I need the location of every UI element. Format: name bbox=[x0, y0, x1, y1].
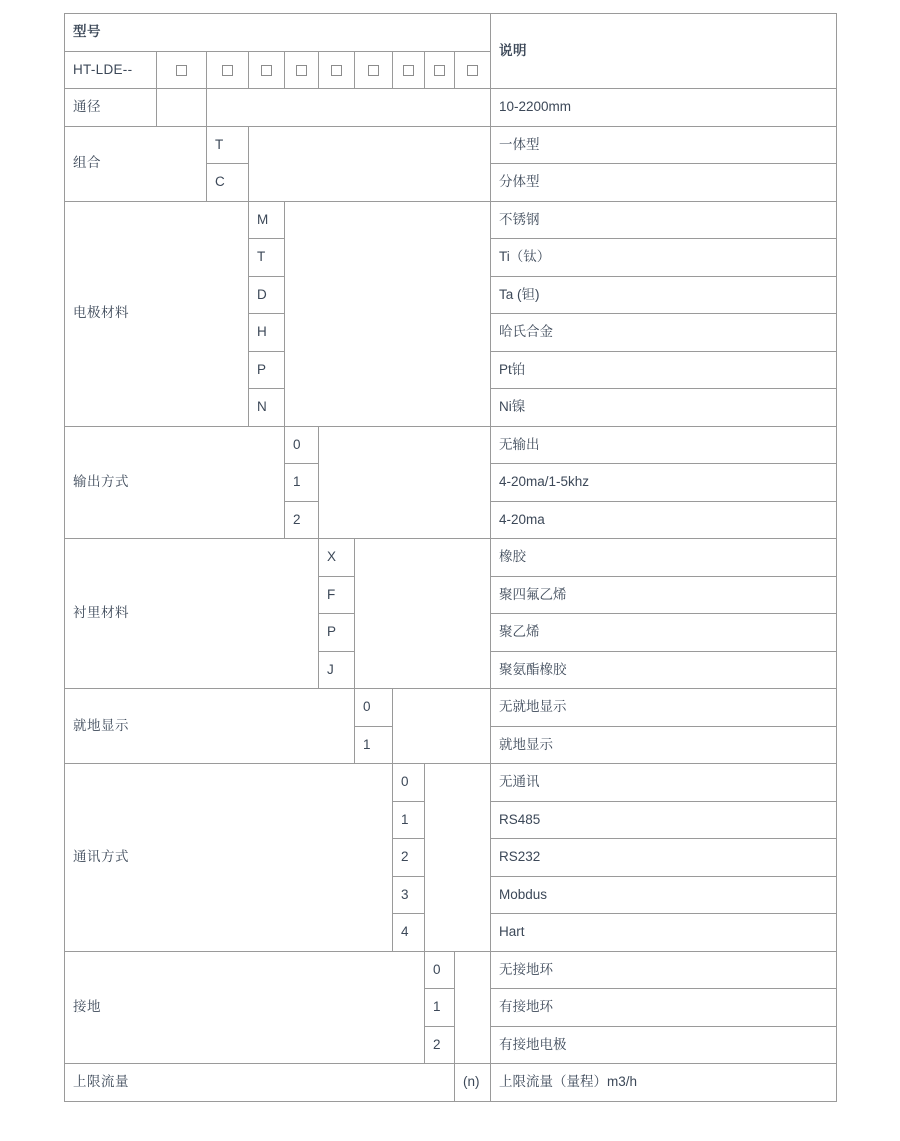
table-row bbox=[65, 764, 837, 802]
table-row bbox=[65, 426, 837, 464]
section-2-code-2[interactable]: C bbox=[207, 164, 249, 202]
table-body bbox=[65, 14, 837, 1102]
section-5-filler bbox=[355, 539, 491, 689]
section-5-code-2[interactable]: F bbox=[319, 576, 355, 614]
section-label-9: 上限流量 bbox=[65, 1064, 455, 1102]
section-label-8: 接地 bbox=[65, 951, 425, 1064]
section-3-description-1: 不锈钢 bbox=[491, 201, 837, 239]
model-code-checkbox-6[interactable] bbox=[355, 51, 393, 89]
section-2-description-2: 分体型 bbox=[491, 164, 837, 202]
section-7-code-2[interactable]: 1 bbox=[393, 801, 425, 839]
section-label-1: 通径 bbox=[65, 89, 157, 127]
section-8-code-1[interactable]: 0 bbox=[425, 951, 455, 989]
section-label-6: 就地显示 bbox=[65, 689, 355, 764]
table-row bbox=[65, 201, 837, 239]
model-code-checkbox-7[interactable] bbox=[393, 51, 425, 89]
section-9-code-1[interactable]: (n) bbox=[455, 1064, 491, 1102]
section-3-filler bbox=[285, 201, 491, 426]
model-prefix-label: HT-LDE-- bbox=[65, 51, 157, 89]
section-label-5: 衬里材料 bbox=[65, 539, 319, 689]
empty-checkbox-icon bbox=[176, 65, 187, 76]
section-1-code-1[interactable] bbox=[157, 89, 207, 127]
section-7-description-4: Mobdus bbox=[491, 876, 837, 914]
model-code-checkbox-8[interactable] bbox=[425, 51, 455, 89]
description-title-header: 说明 bbox=[491, 14, 837, 89]
model-code-checkbox-4[interactable] bbox=[285, 51, 319, 89]
section-4-filler bbox=[319, 426, 491, 539]
header-row-title bbox=[65, 14, 837, 52]
section-3-description-3: Ta (钽) bbox=[491, 276, 837, 314]
section-7-code-5[interactable]: 4 bbox=[393, 914, 425, 952]
section-6-code-1[interactable]: 0 bbox=[355, 689, 393, 727]
section-4-code-2[interactable]: 1 bbox=[285, 464, 319, 502]
section-3-code-5[interactable]: P bbox=[249, 351, 285, 389]
section-5-description-1: 橡胶 bbox=[491, 539, 837, 577]
section-label-4: 输出方式 bbox=[65, 426, 285, 539]
section-7-description-1: 无通讯 bbox=[491, 764, 837, 802]
section-3-code-3[interactable]: D bbox=[249, 276, 285, 314]
section-7-description-5: Hart bbox=[491, 914, 837, 952]
section-7-filler bbox=[425, 764, 491, 952]
table-row bbox=[65, 539, 837, 577]
table-row bbox=[65, 89, 837, 127]
section-5-description-4: 聚氨酯橡胶 bbox=[491, 651, 837, 689]
section-6-filler bbox=[393, 689, 491, 764]
section-3-description-5: Pt铂 bbox=[491, 351, 837, 389]
section-5-description-2: 聚四氟乙烯 bbox=[491, 576, 837, 614]
section-3-code-1[interactable]: M bbox=[249, 201, 285, 239]
section-6-code-2[interactable]: 1 bbox=[355, 726, 393, 764]
section-7-description-3: RS232 bbox=[491, 839, 837, 877]
section-2-code-1[interactable]: T bbox=[207, 126, 249, 164]
section-5-code-1[interactable]: X bbox=[319, 539, 355, 577]
section-8-description-1: 无接地环 bbox=[491, 951, 837, 989]
empty-checkbox-icon bbox=[467, 65, 478, 76]
section-6-description-2: 就地显示 bbox=[491, 726, 837, 764]
section-label-3: 电极材料 bbox=[65, 201, 249, 426]
section-6-description-1: 无就地显示 bbox=[491, 689, 837, 727]
section-5-description-3: 聚乙烯 bbox=[491, 614, 837, 652]
section-7-code-4[interactable]: 3 bbox=[393, 876, 425, 914]
section-3-description-4: 哈氏合金 bbox=[491, 314, 837, 352]
section-8-filler bbox=[455, 951, 491, 1064]
section-3-code-6[interactable]: N bbox=[249, 389, 285, 427]
empty-checkbox-icon bbox=[434, 65, 445, 76]
model-code-checkbox-3[interactable] bbox=[249, 51, 285, 89]
section-4-description-3: 4-20ma bbox=[491, 501, 837, 539]
section-3-code-2[interactable]: T bbox=[249, 239, 285, 277]
section-7-code-1[interactable]: 0 bbox=[393, 764, 425, 802]
section-2-filler bbox=[249, 126, 491, 201]
model-code-checkbox-5[interactable] bbox=[319, 51, 355, 89]
empty-checkbox-icon bbox=[403, 65, 414, 76]
section-label-7: 通讯方式 bbox=[65, 764, 393, 952]
model-title-header: 型号 bbox=[65, 14, 491, 52]
model-code-checkbox-2[interactable] bbox=[207, 51, 249, 89]
model-code-checkbox-1[interactable] bbox=[157, 51, 207, 89]
section-8-code-3[interactable]: 2 bbox=[425, 1026, 455, 1064]
section-5-code-4[interactable]: J bbox=[319, 651, 355, 689]
section-4-description-2: 4-20ma/1-5khz bbox=[491, 464, 837, 502]
empty-checkbox-icon bbox=[296, 65, 307, 76]
table-row bbox=[65, 689, 837, 727]
section-4-code-3[interactable]: 2 bbox=[285, 501, 319, 539]
section-label-2: 组合 bbox=[65, 126, 207, 201]
section-1-filler bbox=[207, 89, 491, 127]
section-7-description-2: RS485 bbox=[491, 801, 837, 839]
section-3-code-4[interactable]: H bbox=[249, 314, 285, 352]
empty-checkbox-icon bbox=[331, 65, 342, 76]
section-1-description-1: 10-2200mm bbox=[491, 89, 837, 127]
section-2-description-1: 一体型 bbox=[491, 126, 837, 164]
section-3-description-6: Ni镍 bbox=[491, 389, 837, 427]
empty-checkbox-icon bbox=[222, 65, 233, 76]
section-7-code-3[interactable]: 2 bbox=[393, 839, 425, 877]
section-8-description-2: 有接地环 bbox=[491, 989, 837, 1027]
table-row bbox=[65, 126, 837, 164]
table-row bbox=[65, 951, 837, 989]
model-code-selection-table bbox=[64, 13, 837, 1102]
section-3-description-2: Ti（钛） bbox=[491, 239, 837, 277]
empty-checkbox-icon bbox=[261, 65, 272, 76]
section-5-code-3[interactable]: P bbox=[319, 614, 355, 652]
empty-checkbox-icon bbox=[368, 65, 379, 76]
model-code-checkbox-9[interactable] bbox=[455, 51, 491, 89]
section-9-description-1: 上限流量（量程）m3/h bbox=[491, 1064, 837, 1102]
table-row bbox=[65, 1064, 837, 1102]
section-4-description-1: 无输出 bbox=[491, 426, 837, 464]
section-8-description-3: 有接地电极 bbox=[491, 1026, 837, 1064]
section-8-code-2[interactable]: 1 bbox=[425, 989, 455, 1027]
section-4-code-1[interactable]: 0 bbox=[285, 426, 319, 464]
